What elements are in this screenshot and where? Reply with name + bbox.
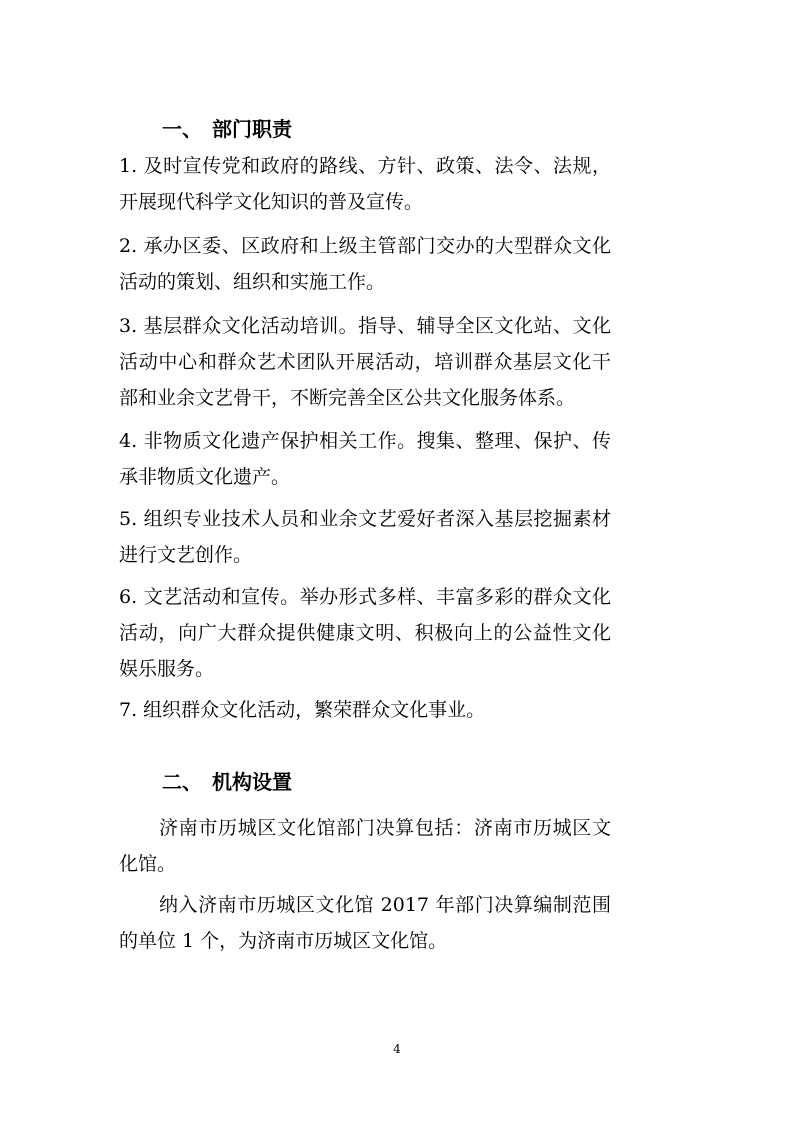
duty-item-4: 4. 非物质文化遗产保护相关工作。搜集、整理、保护、传承非物质文化遗产。: [119, 430, 611, 488]
section-2-heading: [162, 767, 292, 797]
duty-item-3: 3. 基层群众文化活动培训。指导、辅导全区文化站、文化活动中心和群众艺术团队开展活动，培训群众基层文化干部和业余文艺骨干，不断完善全区公共文化服务体系。: [119, 315, 611, 409]
duty-item-6: 6. 文艺活动和宣传。举办形式多样、丰富多彩的群众文化活动，向广大群众提供健康文明、积极向上的公益性文化娱乐服务。: [119, 586, 611, 680]
section-1-heading: [162, 114, 292, 144]
section-2-title: 机构设置: [212, 770, 292, 794]
page-number: 4: [393, 1042, 401, 1056]
section-1-title: 部门职责: [212, 117, 292, 141]
duty-item-2: 2. 承办区委、区政府和上级主管部门交办的大型群众文化活动的策划、组织和实施工作。: [119, 235, 611, 293]
duty-item-5: 5. 组织专业技术人员和业余文艺爱好者深入基层挖掘素材进行文艺创作。: [119, 508, 611, 566]
org-paragraph-1: 济南市历城区文化馆部门决算包括：济南市历城区文化馆。: [119, 817, 611, 875]
duty-item-7: 7. 组织群众文化活动，繁荣群众文化事业。: [119, 699, 486, 721]
section-2-number: 二、: [162, 770, 202, 794]
org-paragraph-2: 纳入济南市历城区文化馆 2017 年部门决算编制范围的单位 1 个，为济南市历城区文化馆。: [119, 894, 611, 952]
section-1-number: 一、: [162, 117, 202, 141]
duty-item-1: 1. 及时宣传党和政府的路线、方针、政策、法令、法规，开展现代科学文化知识的普及宣传。: [119, 155, 611, 213]
